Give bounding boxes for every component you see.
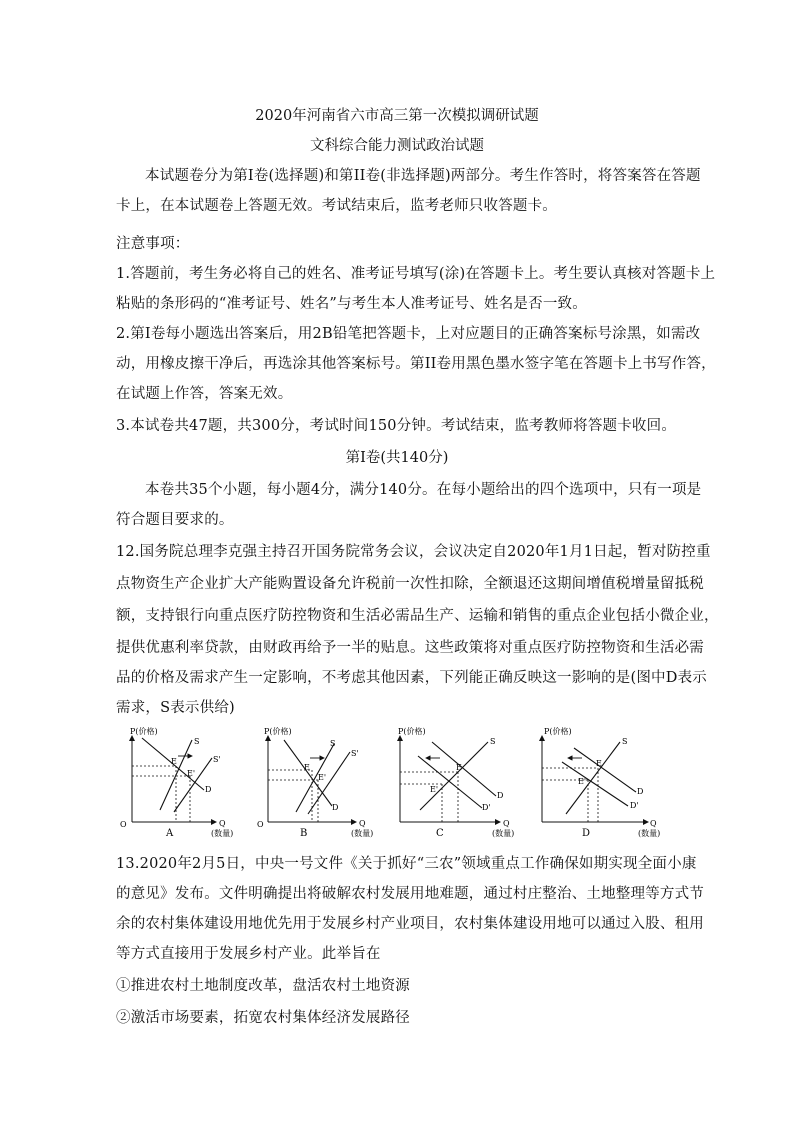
svg-text:S': S'	[351, 749, 359, 758]
svg-text:S: S	[490, 737, 496, 746]
x-axis-label: Q	[650, 819, 657, 828]
q13-line: 的意见》发布。文件明确提出将破解农村发展用地难题，通过村庄整治、土地整理等方式节	[116, 886, 704, 902]
svg-text:E: E	[304, 763, 310, 772]
notice-line: 3.本试卷共47题，共300分，考试时间150分钟。考试结束，监考教师将答题卡收回。	[116, 418, 677, 434]
q13-line: 余的农村集体建设用地优先用于发展乡村产业项目，农村集体建设用地可以通过入股、租用	[116, 916, 704, 932]
x-axis-unit: (数量)	[351, 829, 374, 838]
q12-line: 需求，S表示供给)	[116, 700, 235, 716]
svg-text:S: S	[194, 737, 200, 746]
svg-text:D: D	[637, 787, 644, 796]
exam-subtitle: 文科综合能力测试政治试题	[310, 138, 484, 154]
notice-line: 1.答题前，考生务必将自己的姓名、准考证号填写(涂)在答题卡上。考生要认真核对答题卡上	[116, 266, 716, 282]
svg-text:E': E'	[578, 777, 587, 786]
option-2: ②激活市场要素，拓宽农村集体经济发展路径	[116, 1010, 410, 1026]
intro-line: 本试题卷分为第I卷(选择题)和第II卷(非选择题)两部分。考生作答时，将答案答在答题	[145, 168, 701, 184]
q12-line: 额，支持银行向重点医疗防控物资和生活必需品生产、运输和销售的重点企业包括小微企业，	[116, 608, 719, 624]
x-axis-label: Q	[503, 819, 510, 828]
svg-text:E': E'	[430, 785, 439, 794]
q12-line: 品的价格及需求产生一定影响，不考虑其他因素，下列能正确反映这一影响的是(图中D表示	[116, 670, 707, 686]
origin-label: O	[120, 820, 127, 829]
graph-a	[116, 718, 256, 842]
notice-line: 2.第I卷每小题选出答案后，用2B铅笔把答题卡，上对应题目的正确答案标号涂黑，如需改	[116, 326, 701, 342]
graph-label-c: C	[436, 828, 444, 839]
svg-text:D: D	[497, 791, 504, 800]
graph-label-b: B	[300, 828, 308, 839]
y-axis-label: P(价格)	[264, 727, 292, 736]
section-desc: 本卷共35个小题，每小题4分，满分140分。在每小题给出的四个选项中，只有一项是	[145, 482, 702, 498]
svg-text:D': D'	[482, 803, 491, 812]
svg-text:E: E	[456, 763, 462, 772]
y-axis-label: P(价格)	[398, 727, 426, 736]
q13-line: 等方式直接用于发展乡村产业。此举旨在	[116, 946, 381, 962]
notice-line: 粘贴的条形码的“准考证号、姓名”与考生本人准考证号、姓名是否一致。	[116, 296, 587, 312]
section-title: 第I卷(共140分)	[345, 450, 449, 466]
notice-line: 动，用橡皮擦干净后，再选涂其他答案标号。第II卷用黑色墨水签字笔在答题卡上书写作答，	[116, 356, 716, 372]
svg-text:D: D	[205, 785, 212, 794]
q12-line: 提供优惠利率贷款，由财政再给予一半的贴息。这些政策将对重点医疗防控物资和生活必需	[116, 640, 704, 656]
svg-text:S': S'	[213, 755, 221, 764]
x-axis-unit: (数量)	[211, 829, 234, 838]
x-axis-label: Q	[219, 819, 226, 828]
y-axis-label: P(价格)	[130, 727, 158, 736]
svg-text:E': E'	[318, 773, 327, 782]
exam-title: 2020年河南省六市高三第一次模拟调研试题	[255, 108, 539, 124]
supply-demand-graphs	[116, 718, 676, 842]
graph-b	[256, 718, 396, 842]
origin-label: O	[257, 820, 264, 829]
svg-text:E: E	[171, 757, 177, 766]
svg-text:S: S	[330, 739, 336, 748]
graph-c	[396, 718, 536, 842]
notice-line: 在试题上作答，答案无效。	[116, 386, 293, 402]
svg-text:E': E'	[187, 769, 196, 778]
svg-text:D: D	[332, 803, 339, 812]
graph-d	[536, 718, 676, 842]
q12-line: 点物资生产企业扩大产能购置设备允许税前一次性扣除，全额退还这期间增值税增量留抵税	[116, 576, 704, 592]
svg-text:S: S	[622, 737, 628, 746]
section-desc: 符合题目要求的。	[116, 512, 234, 528]
graph-label-a: A	[166, 828, 174, 839]
x-axis-label: Q	[359, 819, 366, 828]
option-1: ①推进农村土地制度改革，盘活农村土地资源	[116, 978, 410, 994]
x-axis-unit: (数量)	[638, 829, 661, 838]
intro-line: 卡上，在本试题卷上答题无效。考试结束后，监考老师只收答题卡。	[116, 198, 557, 214]
svg-text:D': D'	[630, 801, 639, 810]
x-axis-unit: (数量)	[492, 829, 515, 838]
svg-text:E: E	[596, 759, 602, 768]
q13-line: 13.2020年2月5日，中央一号文件《关于抓好“三农”领域重点工作确保如期实现全面小康	[116, 856, 697, 872]
q12-line: 12.国务院总理李克强主持召开国务院常务会议，会议决定自2020年1月1日起，暂对防控重	[116, 544, 711, 560]
graph-label-d: D	[582, 828, 591, 839]
y-axis-label: P(价格)	[544, 727, 572, 736]
notice-title: 注意事项：	[116, 236, 190, 252]
